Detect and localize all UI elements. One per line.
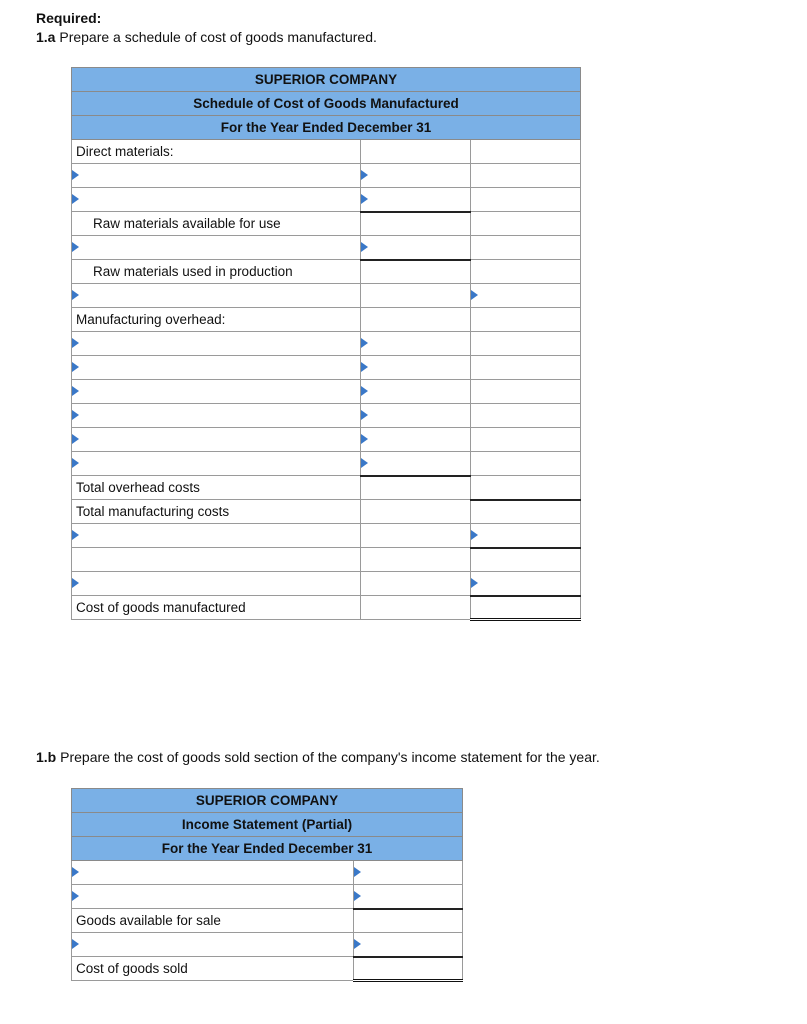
dropdown-arrow-icon[interactable]: [72, 290, 79, 300]
total-cell[interactable]: [471, 548, 581, 572]
schedule-period: For the Year Ended December 31: [72, 116, 581, 140]
dropdown-arrow-icon[interactable]: [72, 170, 79, 180]
question-1b-text: Prepare the cost of goods sold section of the company's income statement for the year.: [60, 749, 600, 765]
dropdown-label-cell[interactable]: [72, 236, 361, 260]
amount-cell[interactable]: [361, 260, 471, 284]
total-cell[interactable]: [471, 428, 581, 452]
total-cell[interactable]: [471, 236, 581, 260]
table-row: [72, 212, 581, 236]
cost-of-goods-sold-label: Cost of goods sold: [72, 957, 354, 981]
dropdown-label-cell[interactable]: [72, 524, 361, 548]
amount-cell[interactable]: [361, 284, 471, 308]
income-title: Income Statement (Partial): [72, 813, 463, 837]
dropdown-arrow-icon[interactable]: [72, 939, 79, 949]
amount-cell[interactable]: [361, 236, 471, 260]
dropdown-arrow-icon[interactable]: [72, 867, 79, 877]
amount-cell[interactable]: [361, 548, 471, 572]
table-row: [72, 332, 581, 356]
amount-cell[interactable]: [361, 356, 471, 380]
total-cell[interactable]: [471, 380, 581, 404]
dropdown-label-cell[interactable]: [72, 572, 361, 596]
question-1b-number: 1.b: [36, 749, 57, 765]
amount-cell[interactable]: [361, 212, 471, 236]
question-1a-number: 1.a: [36, 29, 56, 45]
table-row: [72, 596, 581, 620]
goods-available-label: Goods available for sale: [72, 909, 354, 933]
dropdown-arrow-icon[interactable]: [72, 338, 79, 348]
table-row: [72, 909, 463, 933]
total-cell[interactable]: [471, 356, 581, 380]
table-row: [72, 140, 581, 164]
dropdown-arrow-icon[interactable]: [354, 867, 361, 877]
table-row: [72, 500, 581, 524]
dropdown-arrow-icon[interactable]: [361, 362, 368, 372]
total-cell[interactable]: [471, 308, 581, 332]
dropdown-label-cell[interactable]: [72, 164, 361, 188]
total-cell[interactable]: [471, 404, 581, 428]
total-manufacturing-costs-label: Total manufacturing costs: [72, 500, 361, 524]
total-cell[interactable]: [471, 452, 581, 476]
dropdown-label-cell[interactable]: [72, 933, 354, 957]
table-row: [72, 260, 581, 284]
dropdown-label-cell[interactable]: [72, 356, 361, 380]
amount-cell[interactable]: [361, 452, 471, 476]
amount-cell[interactable]: [354, 909, 463, 933]
table-row: [72, 404, 581, 428]
amount-cell[interactable]: [361, 500, 471, 524]
amount-cell[interactable]: [361, 404, 471, 428]
total-cell[interactable]: [471, 140, 581, 164]
dropdown-arrow-icon[interactable]: [354, 891, 361, 901]
amount-cell[interactable]: [361, 428, 471, 452]
blank-label-cell[interactable]: [72, 548, 361, 572]
dropdown-arrow-icon[interactable]: [361, 194, 368, 204]
total-cell[interactable]: [471, 188, 581, 212]
amount-cell[interactable]: [361, 572, 471, 596]
dropdown-arrow-icon[interactable]: [72, 386, 79, 396]
total-cell[interactable]: [471, 500, 581, 524]
manufacturing-overhead-label: Manufacturing overhead:: [72, 308, 361, 332]
raw-materials-used-label: Raw materials used in production: [72, 260, 361, 284]
table-row: [72, 236, 581, 260]
required-heading: Required:: [36, 10, 102, 26]
table-row: [72, 957, 463, 981]
cogm-schedule-table: [71, 67, 581, 621]
dropdown-arrow-icon[interactable]: [361, 242, 368, 252]
table-row: [72, 452, 581, 476]
question-1a-text: Prepare a schedule of cost of goods manufactured.: [59, 29, 377, 45]
dropdown-label-cell[interactable]: [72, 404, 361, 428]
table-row: [72, 476, 581, 500]
dropdown-label-cell[interactable]: [72, 885, 354, 909]
table-row: [72, 308, 581, 332]
amount-cell[interactable]: [361, 140, 471, 164]
dropdown-arrow-icon[interactable]: [72, 458, 79, 468]
amount-cell[interactable]: [354, 933, 463, 957]
income-company-name: SUPERIOR COMPANY: [72, 789, 463, 813]
question-1b: [36, 749, 600, 765]
dropdown-arrow-icon[interactable]: [361, 386, 368, 396]
total-cell[interactable]: [471, 524, 581, 548]
table-row: [72, 164, 581, 188]
total-cell[interactable]: [471, 164, 581, 188]
dropdown-arrow-icon[interactable]: [361, 434, 368, 444]
total-cell[interactable]: [471, 476, 581, 500]
total-cell[interactable]: [471, 572, 581, 596]
dropdown-label-cell[interactable]: [72, 284, 361, 308]
question-1a: [36, 29, 377, 45]
direct-materials-label: Direct materials:: [72, 140, 361, 164]
dropdown-label-cell[interactable]: [72, 428, 361, 452]
table-row: [72, 572, 581, 596]
dropdown-arrow-icon[interactable]: [471, 290, 478, 300]
dropdown-arrow-icon[interactable]: [471, 578, 478, 588]
cost-of-goods-manufactured-label: Cost of goods manufactured: [72, 596, 361, 620]
amount-cell[interactable]: [361, 596, 471, 620]
table-row: [72, 188, 581, 212]
dropdown-label-cell[interactable]: [72, 861, 354, 885]
total-overhead-label: Total overhead costs: [72, 476, 361, 500]
dropdown-arrow-icon[interactable]: [72, 194, 79, 204]
dropdown-label-cell[interactable]: [72, 380, 361, 404]
income-statement-table: [71, 788, 463, 982]
amount-cell[interactable]: [354, 885, 463, 909]
table-row: [72, 933, 463, 957]
total-cell[interactable]: [471, 332, 581, 356]
amount-cell[interactable]: [361, 524, 471, 548]
dropdown-arrow-icon[interactable]: [72, 578, 79, 588]
income-period: For the Year Ended December 31: [72, 837, 463, 861]
dropdown-label-cell[interactable]: [72, 452, 361, 476]
amount-cell[interactable]: [361, 308, 471, 332]
total-cell[interactable]: [471, 596, 581, 620]
table-row: [72, 548, 581, 572]
table-row: [72, 861, 463, 885]
table-row: [72, 524, 581, 548]
table-row: [72, 284, 581, 308]
total-cell[interactable]: [471, 212, 581, 236]
amount-cell[interactable]: [354, 861, 463, 885]
table-row: [72, 356, 581, 380]
total-cell[interactable]: [471, 284, 581, 308]
dropdown-arrow-icon[interactable]: [361, 338, 368, 348]
dropdown-label-cell[interactable]: [72, 188, 361, 212]
table-row: [72, 428, 581, 452]
schedule-company-name: SUPERIOR COMPANY: [72, 68, 581, 92]
amount-cell[interactable]: [361, 188, 471, 212]
amount-cell[interactable]: [354, 957, 463, 981]
amount-cell[interactable]: [361, 164, 471, 188]
dropdown-arrow-icon[interactable]: [72, 530, 79, 540]
dropdown-arrow-icon[interactable]: [72, 891, 79, 901]
dropdown-arrow-icon[interactable]: [471, 530, 478, 540]
dropdown-arrow-icon[interactable]: [72, 242, 79, 252]
dropdown-arrow-icon[interactable]: [72, 362, 79, 372]
dropdown-arrow-icon[interactable]: [72, 410, 79, 420]
dropdown-arrow-icon[interactable]: [361, 410, 368, 420]
dropdown-arrow-icon[interactable]: [354, 939, 361, 949]
table-row: [72, 885, 463, 909]
amount-cell[interactable]: [361, 476, 471, 500]
schedule-title: Schedule of Cost of Goods Manufactured: [72, 92, 581, 116]
amount-cell[interactable]: [361, 332, 471, 356]
total-cell[interactable]: [471, 260, 581, 284]
table-row: [72, 380, 581, 404]
amount-cell[interactable]: [361, 380, 471, 404]
dropdown-arrow-icon[interactable]: [361, 458, 368, 468]
dropdown-arrow-icon[interactable]: [361, 170, 368, 180]
raw-materials-available-label: Raw materials available for use: [72, 212, 361, 236]
dropdown-arrow-icon[interactable]: [72, 434, 79, 444]
dropdown-label-cell[interactable]: [72, 332, 361, 356]
